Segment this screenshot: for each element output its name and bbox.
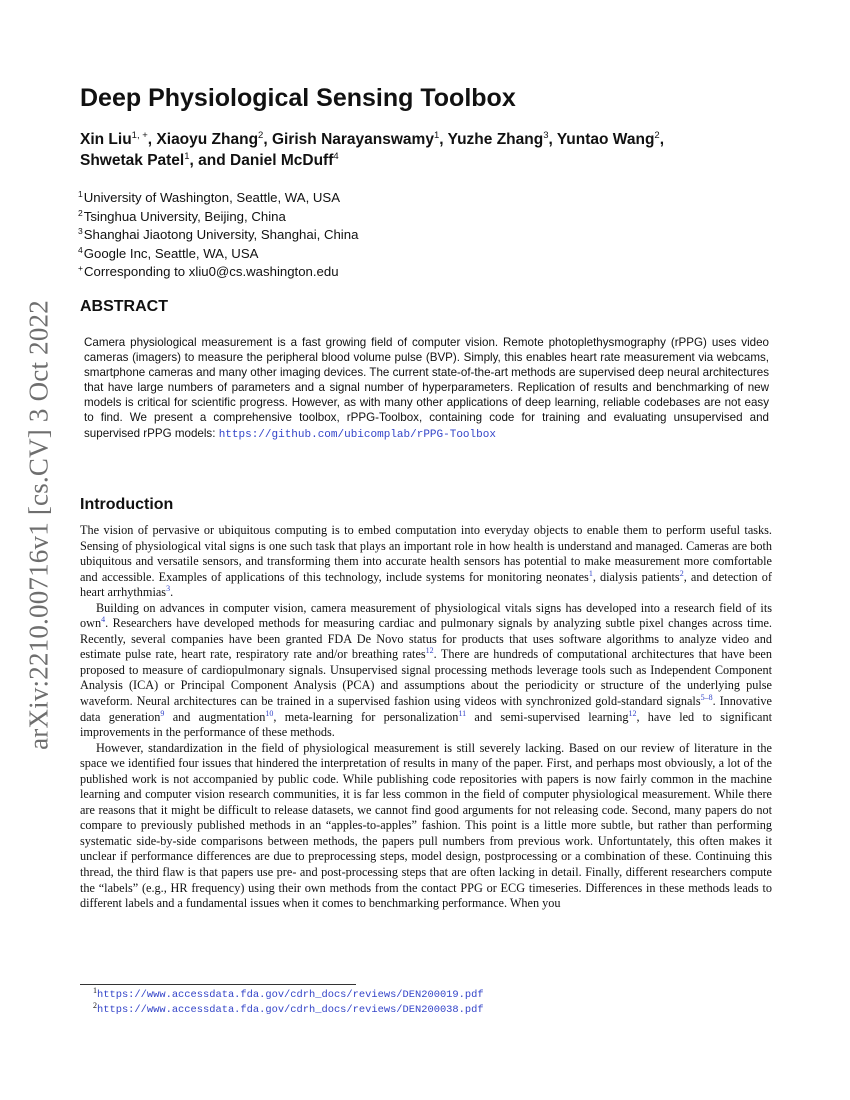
paragraph-text: . Researchers have developed methods for measuring cardiac and pulmonary signals by analyzing subtle pixel changes across time. Recently, several companies have been granted FDA De Novo status for products that uses software algorithms to analyze video and estimate pulse rate, heart rate, respiratory rate and/or breathing rates xyxy=(80,616,772,662)
author-separator: , xyxy=(659,131,665,148)
author-affiliation-mark: 3 xyxy=(543,130,549,141)
author-affiliation-mark: 2 xyxy=(258,130,264,141)
affiliation-mark: 1 xyxy=(78,189,83,199)
citation-link[interactable]: 3 xyxy=(166,584,171,594)
author-affiliation-mark: 1 xyxy=(184,151,190,162)
footnotes xyxy=(93,988,484,1018)
author-name: Xin Liu xyxy=(80,131,132,148)
author-affiliation-mark: 2 xyxy=(654,130,660,141)
paragraph xyxy=(80,741,772,912)
citation-link[interactable]: 12 xyxy=(425,646,434,656)
affiliation-text: Shanghai Jiaotong University, Shanghai, China xyxy=(83,227,359,242)
abstract-text: Camera physiological measurement is a fast growing field of computer vision. Remote photoplethysmography (rPPG) uses video cameras (imagers) to measure the peripheral blood volume pulse (BVP). Simply, this enables heart rate measurement via webcams, smartphone cameras and many other imaging devices. The current state-of-the-art methods are supervised deep neural architectures that have large numbers of parameters and a signal number of hyperparameters. Replication of results and benchmarking of new models is critical for scientific progress. However, as with many other applications of deep learning, reliable codebases are not easy to find. We present a comprehensive toolbox, rPPG-Toolbox, containing code for training and evaluating unsupervised and supervised rPPG models: xyxy=(84,336,769,440)
footnote-link[interactable]: https://www.accessdata.fda.gov/cdrh_docs/reviews/DEN200019.pdf xyxy=(97,989,484,1001)
author-separator: , xyxy=(263,131,272,148)
paragraph-text: . There are hundreds of computational architectures that have been proposed to measure of cardiopulmonary signals. Unsupervised signal processing methods leverage tools such as Independent Component Analysis (ICA) or Principal Component Analysis (PCA) and assumptions about the periodicity or structure of the underlying pulse waveform. Neural architectures can be trained in a supervised fashion using videos with synchronized gold-standard signals xyxy=(80,647,772,709)
abstract-body xyxy=(84,335,769,443)
author-affiliation-mark: 4 xyxy=(333,151,339,162)
author-name: Shwetak Patel xyxy=(80,152,185,169)
citation-link[interactable]: 4 xyxy=(101,615,106,625)
citation-link[interactable]: 2 xyxy=(679,568,684,578)
affiliation-mark: + xyxy=(78,263,83,273)
paragraph-text: , and detection of heart arrhythmias xyxy=(80,569,772,600)
affiliation-item xyxy=(78,208,358,227)
footnote-number: 1 xyxy=(93,986,97,995)
paragraph xyxy=(80,601,772,741)
introduction-heading: Introduction xyxy=(80,496,174,513)
affiliation-mark: 3 xyxy=(78,226,83,236)
toolbox-repo-link[interactable]: https://github.com/ubicomplab/rPPG-Toolbox xyxy=(218,428,496,441)
paper-title: Deep Physiological Sensing Toolbox xyxy=(80,84,516,112)
affiliation-mark: 4 xyxy=(78,244,83,255)
affiliation-item xyxy=(78,226,358,245)
affiliation-item xyxy=(78,263,358,282)
author-name: Girish Narayanswamy xyxy=(271,131,434,148)
footnote-divider xyxy=(80,984,356,985)
abstract-heading: ABSTRACT xyxy=(80,298,168,315)
author-name: Yuzhe Zhang xyxy=(447,131,544,148)
citation-link[interactable]: 10 xyxy=(265,708,274,718)
arxiv-identifier: arXiv:2210.00716v1 [cs.CV] 3 Oct 2022 xyxy=(23,300,54,750)
footnote-number: 2 xyxy=(93,1000,97,1010)
affiliation-text: Corresponding to xliu0@cs.washington.edu xyxy=(83,264,339,279)
paragraph-text: . Innovative data generation xyxy=(80,694,772,724)
affiliation-text: Tsinghua University, Beijing, China xyxy=(83,208,286,224)
author-separator: , and xyxy=(189,152,231,169)
author-separator: , xyxy=(147,131,157,148)
paragraph-text: Building on advances in computer vision, camera measurement of physiological vitals signs has developed into a research field of its own xyxy=(80,600,772,631)
citation-link[interactable]: 11 xyxy=(458,708,467,718)
author-list xyxy=(80,129,760,171)
affiliation-item xyxy=(78,245,358,264)
author-separator: , xyxy=(548,131,557,148)
paragraph-text: , dialysis patients xyxy=(592,569,680,584)
affiliation-text: University of Washington, Seattle, WA, USA xyxy=(83,190,341,205)
affiliation-list xyxy=(78,189,358,282)
affiliation-item xyxy=(78,189,358,208)
paragraph-text: and augmentation xyxy=(164,709,266,724)
author-name: Yuntao Wang xyxy=(556,131,655,148)
paragraph-text: However, standardization in the field of physiological measurement is still severely lacking. Based on our review of literature in the space we identified four issues that hindered the interpretation of results in many of the paper. First, and perhaps most obviously, a lot of the published work is not accompanied by public code. While publishing code repositories with papers is now fairly common in the machine learning and computer vision research communities, it is far less common in the field of computer physiological measurement. While there are reasons that it might be difficult to release datasets, we cannot find good arguments for not releasing code. Second, many papers do not compare to previously published methods in an “apples-to-apples” fashion. This point is a little more subtle, but rather than performing systematic side-by-side comparisons between methods, the papers pull numbers from previous work. Unfortuntately, this often makes it unclear if performance differences are due to preprocessing steps, model design, postprocessing or a combination of these. Continuing this thread, the third flaw is that papers use pre- and post-processing steps that are often lacking in detail. Finally, different researchers compute the “labels” (e.g., HR frequency) using their own methods from the contact PPG or ECG timeseries. Differences in these methods leads to different labels and a fundamental issues when it comes to benchmarking performance. When you xyxy=(80,740,772,911)
footnote-link[interactable]: https://www.accessdata.fda.gov/cdrh_docs/reviews/DEN200038.pdf xyxy=(97,1003,484,1016)
paragraph-text: . xyxy=(170,585,174,600)
citation-link[interactable]: 5–8 xyxy=(700,693,713,703)
paragraph-text: , meta-learning for personalization xyxy=(273,709,459,724)
affiliation-text: Google Inc, Seattle, WA, USA xyxy=(83,245,259,261)
author-affiliation-mark: 1, + xyxy=(131,130,148,141)
author-affiliation-mark: 1 xyxy=(433,130,440,141)
author-name: Xiaoyu Zhang xyxy=(156,131,259,148)
author-name: Daniel McDuff xyxy=(230,152,334,169)
paragraph-text: and semi-supervised learning xyxy=(466,709,629,724)
paragraph-text: , have led to significant improvements in the performance of these methods. xyxy=(80,709,773,740)
introduction-body xyxy=(80,523,772,912)
footnote-item xyxy=(93,988,484,1003)
arxiv-sidebar xyxy=(14,270,64,780)
footnote-item xyxy=(93,1000,484,1018)
paragraph-text: The vision of pervasive or ubiquitous computing is to embed computation into everyday objects to enable them to perform useful tasks. Sensing of physiological vital signs is one such task that plays an important role in how health is understand and managed. Cameras are both ubiquitous and versatile sensors, and transforming them into accurate health sensors has potential to make measurement more comfortable and accessible. Examples of applications of this technology, include systems for monitoring neonates xyxy=(80,523,772,584)
citation-link[interactable]: 9 xyxy=(160,708,165,718)
author-separator: , xyxy=(439,131,448,148)
citation-link[interactable]: 12 xyxy=(628,708,637,718)
citation-link[interactable]: 1 xyxy=(588,568,593,578)
paragraph xyxy=(80,523,772,601)
affiliation-mark: 2 xyxy=(78,207,83,218)
